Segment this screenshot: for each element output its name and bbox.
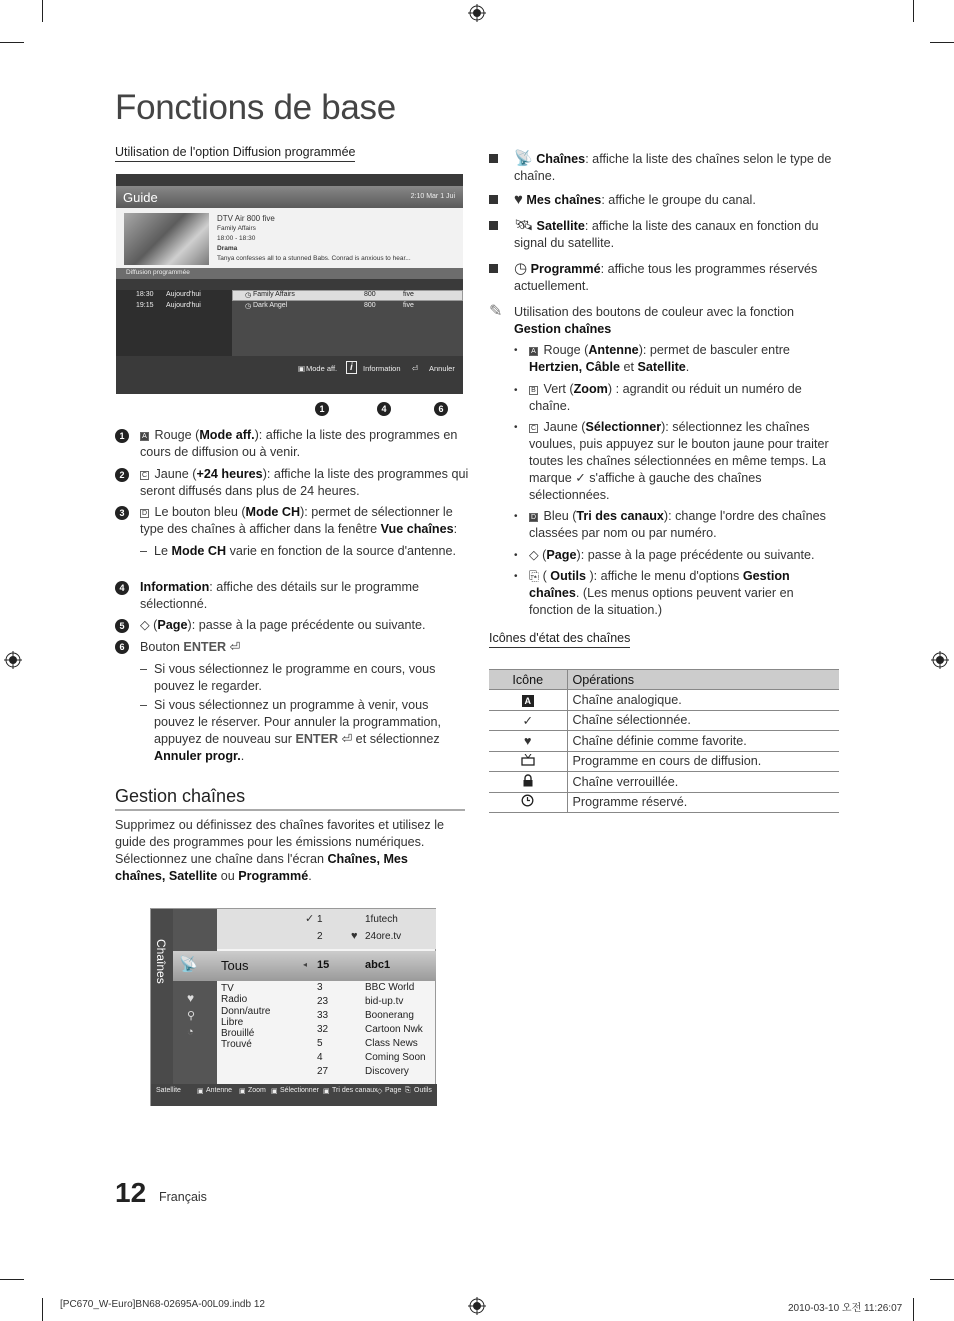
footer-file: [PC670_W-Euro]BN68-02695A-00L09.indb 12 bbox=[60, 1299, 265, 1310]
enter-icon: ⏎ bbox=[338, 732, 353, 746]
col-header-op: Opérations bbox=[567, 670, 839, 690]
section-subheading: Icônes d'état des chaînes bbox=[489, 631, 630, 648]
guide-info-line: Family Affairs bbox=[217, 225, 256, 232]
lock-icon bbox=[522, 774, 534, 787]
enter-icon: ⏎ bbox=[226, 640, 241, 654]
registration-mark-icon bbox=[468, 4, 486, 22]
callout-number: 6 bbox=[434, 402, 448, 416]
row-channel: 800 bbox=[364, 291, 376, 298]
guide-rows bbox=[116, 290, 463, 356]
check-icon: ✓ bbox=[575, 471, 586, 485]
crop-mark bbox=[0, 42, 24, 43]
bullet-red: A Rouge (Antenne): permet de basculer entre Hertzien, Câble et Satellite. bbox=[529, 343, 790, 374]
section-subheading: Utilisation de l'option Diffusion programmée bbox=[115, 145, 355, 162]
footer-zoom[interactable]: Zoom bbox=[248, 1087, 266, 1094]
red-a-icon: ▣ bbox=[197, 1088, 204, 1095]
bullet-tools: ⎘ ( Outils ): affiche le menu d'options Gestion chaînes. (Les menus options peuvent varier en fonction de la situation.) bbox=[529, 569, 794, 617]
sub-note: – Si vous sélectionnez le programme en cours, vous pouvez le regarder. bbox=[140, 662, 436, 693]
footer-tools[interactable]: Outils bbox=[414, 1087, 432, 1094]
item-chaines: 📡 Chaînes: affiche la liste des chaînes selon le type de chaîne. bbox=[514, 150, 832, 183]
blue-d-icon: ▣ bbox=[323, 1088, 330, 1095]
yellow-button-icon: C bbox=[141, 472, 148, 479]
yellow-c-icon: ▣ bbox=[271, 1088, 278, 1095]
guide-row-empty bbox=[116, 345, 463, 356]
satellite-icon: 🛰 bbox=[514, 217, 534, 234]
crop-mark bbox=[930, 1279, 954, 1280]
channels-icon: 📡 bbox=[179, 956, 198, 973]
bullet-green: B Vert (Zoom) : agrandit ou réduit un numéro de chaîne. bbox=[529, 382, 802, 413]
guide-footer-cancel[interactable]: Annuler bbox=[429, 364, 455, 373]
item-red-mode: A Rouge (Mode aff.): affiche la liste des programmes en cours de diffusion ou à venir. bbox=[140, 428, 458, 459]
guide-row-empty bbox=[116, 334, 463, 345]
callout-number: 4 bbox=[377, 402, 391, 416]
row-program: Family Affairs bbox=[253, 291, 295, 298]
category-list[interactable]: TV Radio Donn/autre Libre Brouillé Trouvé bbox=[221, 983, 271, 1051]
clock-icon: ◔ bbox=[187, 1026, 194, 1038]
sidebar-title: Chaînes bbox=[154, 939, 168, 984]
heart-icon: ♥ bbox=[187, 991, 195, 1005]
bullet-dot: • bbox=[514, 511, 518, 522]
check-icon: ✓ bbox=[522, 713, 534, 728]
bullet-dot: • bbox=[514, 345, 518, 356]
registration-mark-icon bbox=[4, 651, 22, 669]
item-mes-chaines: ♥ Mes chaînes: affiche le groupe du canal. bbox=[514, 191, 756, 208]
guide-section-label: Diffusion programmée bbox=[116, 268, 463, 279]
item-enter: Bouton ENTER ⏎ bbox=[140, 640, 241, 654]
arrow-left-icon: ◂ bbox=[303, 960, 308, 969]
page-arrows-icon: ◇ bbox=[377, 1088, 383, 1095]
table-row bbox=[489, 690, 839, 711]
footer-select[interactable]: Sélectionner bbox=[280, 1087, 319, 1094]
channel-number: 2 bbox=[317, 931, 323, 942]
blue-d-icon: D bbox=[530, 514, 537, 521]
item-number: 5 bbox=[115, 619, 129, 633]
row-time: 19:15 bbox=[136, 302, 154, 309]
table-cell: Chaîne analogique. bbox=[567, 690, 839, 711]
page-title: Fonctions de base bbox=[115, 88, 396, 127]
bullet-yellow: C Jaune (Sélectionner): sélectionnez les chaînes voulues, puis appuyez sur le bouton jaune pour traiter toutes les chaînes sélectionnées en même temps. La marque ✓ s'affiche à gauche des chaînes sélectionnées. bbox=[529, 420, 829, 502]
guide-row-empty bbox=[116, 323, 463, 334]
heart-icon: ♥ bbox=[524, 733, 532, 748]
item-number: 1 bbox=[115, 429, 129, 443]
footer-sort[interactable]: Tri des canaux bbox=[332, 1087, 378, 1094]
guide-footer-mode[interactable]: Mode aff. bbox=[306, 364, 338, 373]
footer-satellite[interactable]: Satellite bbox=[156, 1087, 181, 1094]
footer-date: 2010-03-10 오전 11:26:07 bbox=[788, 1303, 903, 1314]
note-color-buttons: Utilisation des boutons de couleur avec la fonction Gestion chaînes bbox=[514, 305, 795, 336]
page-arrows-icon: ◇ bbox=[140, 618, 150, 632]
table-row bbox=[489, 772, 839, 793]
tools-icon: ⎘ bbox=[405, 1087, 411, 1094]
channel-list-screen bbox=[150, 908, 436, 1106]
channel-sidebar bbox=[151, 909, 173, 1084]
green-b-icon: B bbox=[529, 386, 538, 395]
guide-header bbox=[116, 186, 463, 208]
clock-icon: ◷ bbox=[245, 292, 252, 299]
note-pencil-icon: ✎ bbox=[489, 303, 503, 320]
heart-icon: ♥ bbox=[351, 930, 358, 942]
table-row bbox=[489, 710, 839, 731]
crop-mark bbox=[42, 1298, 43, 1321]
clock-icon: ◷ bbox=[514, 260, 528, 277]
page-language: Français bbox=[159, 1190, 207, 1204]
bullet-dot: • bbox=[514, 550, 518, 561]
table-cell: Programme réservé. bbox=[567, 792, 839, 813]
clock-icon bbox=[521, 794, 534, 807]
bullet-square-icon bbox=[489, 221, 498, 230]
guide-info-line: DTV Air 800 five bbox=[217, 214, 275, 223]
item-number: 6 bbox=[115, 640, 129, 654]
analog-a-icon: A bbox=[522, 695, 534, 707]
channel-icon-column bbox=[173, 909, 217, 1084]
guide-info-panel bbox=[116, 208, 463, 268]
enter-icon: ⏎ bbox=[412, 364, 419, 373]
selected-category: Tous bbox=[221, 958, 249, 973]
item-satellite: 🛰 Satellite: affiche la liste des canaux en fonction du signal du satellite. bbox=[514, 217, 819, 250]
channel-number: 1 bbox=[317, 914, 323, 925]
footer-antenne[interactable]: Antenne bbox=[206, 1087, 233, 1094]
bullet-dot: • bbox=[514, 385, 518, 396]
red-a-icon: A bbox=[529, 347, 538, 356]
channel-footer bbox=[151, 1084, 437, 1106]
guide-info-line: Drama bbox=[217, 245, 238, 252]
table-cell: Chaîne verrouillée. bbox=[567, 772, 839, 793]
channel-name: 24ore.tv bbox=[365, 931, 402, 942]
row-program: Dark Angel bbox=[253, 302, 288, 309]
sub-note: – Le Mode CH varie en fonction de la source d'antenne. bbox=[140, 544, 457, 558]
tools-icon: ⎘ bbox=[529, 569, 540, 583]
registration-mark-icon bbox=[931, 651, 949, 669]
red-a-icon: ▣ bbox=[298, 364, 306, 373]
sub-note: – Si vous sélectionnez un programme à venir, vous pouvez le réserver. Pour annuler la programmation, appuyez de nouveau sur ENTER ⏎ et sélectionnez Annuler progr.. bbox=[140, 698, 442, 763]
row-channel: 800 bbox=[364, 302, 376, 309]
guide-screen bbox=[116, 174, 463, 394]
selected-channel-band[interactable] bbox=[173, 951, 436, 981]
table-row bbox=[489, 731, 839, 752]
number-list: 3 23 33 32 5 4 27 bbox=[317, 982, 329, 1077]
crop-mark bbox=[930, 42, 954, 43]
table-row bbox=[489, 792, 839, 813]
bullet-square-icon bbox=[489, 154, 498, 163]
tv-icon bbox=[521, 754, 535, 766]
red-button-icon: A bbox=[140, 432, 149, 441]
guide-info-line: 18:00 - 18:30 bbox=[217, 235, 256, 242]
crop-mark bbox=[913, 0, 914, 22]
guide-datetime: 2:10 Mar 1 Jui bbox=[410, 193, 455, 200]
blue-button-icon: D bbox=[141, 510, 148, 517]
channel-name: 1futech bbox=[365, 914, 398, 925]
item-page: ◇ (Page): passe à la page précédente ou suivante. bbox=[140, 618, 426, 632]
footer-page[interactable]: Page bbox=[385, 1087, 402, 1094]
bullet-dot: • bbox=[514, 422, 518, 433]
callout-number: 1 bbox=[315, 402, 329, 416]
guide-row-empty bbox=[116, 312, 463, 323]
page-arrows-icon: ◇ bbox=[529, 548, 539, 562]
row-day: Aujourd'hui bbox=[166, 302, 201, 309]
name-list[interactable]: BBC World bid-up.tv Boonerang Cartoon Nwk Class News Coming Soon Discovery bbox=[365, 982, 426, 1077]
satellite-icon: ⚲ bbox=[187, 1010, 196, 1022]
selected-number: 15 bbox=[317, 959, 330, 971]
clock-icon: ◷ bbox=[245, 303, 252, 310]
table-cell: Programme en cours de diffusion. bbox=[567, 751, 839, 772]
row-time: 18:30 bbox=[136, 291, 154, 298]
bullet-square-icon bbox=[489, 195, 498, 204]
item-blue-mode-ch: D Le bouton bleu (Mode CH): permet de sélectionner le type des chaînes à afficher dans la fenêtre Vue chaînes: bbox=[140, 505, 458, 536]
green-b-icon: ▣ bbox=[239, 1088, 246, 1095]
guide-title: Guide bbox=[123, 190, 158, 205]
guide-row[interactable] bbox=[116, 290, 463, 301]
guide-info-line: Tanya confesses all to a stunned Babs. Conrad is anxious to hear... bbox=[217, 255, 411, 262]
bullet-page: ◇ (Page): passe à la page précédente ou suivante. bbox=[529, 548, 815, 562]
col-header-icon: Icône bbox=[489, 670, 567, 690]
row-channel-name: five bbox=[403, 291, 414, 298]
heart-icon: ♥ bbox=[514, 191, 523, 208]
item-number: 4 bbox=[115, 581, 129, 595]
info-icon: i bbox=[346, 361, 357, 374]
channel-top-area bbox=[217, 909, 436, 949]
table-header bbox=[489, 670, 839, 690]
bullet-dot: • bbox=[514, 571, 518, 582]
yellow-c-icon: C bbox=[530, 425, 537, 432]
section-heading: Gestion chaînes bbox=[115, 786, 465, 811]
status-icons-table bbox=[489, 669, 839, 813]
crop-mark bbox=[0, 1279, 24, 1280]
row-day: Aujourd'hui bbox=[166, 291, 201, 298]
bullet-blue: D Bleu (Tri des canaux): change l'ordre des chaînes classées par nom ou par numéro. bbox=[529, 509, 826, 540]
table-row bbox=[489, 751, 839, 772]
program-thumbnail bbox=[124, 213, 209, 265]
table-cell: Chaîne sélectionnée. bbox=[567, 710, 839, 731]
row-channel-name: five bbox=[403, 302, 414, 309]
item-information: Information: affiche des détails sur le programme sélectionné. bbox=[140, 580, 420, 611]
guide-row[interactable] bbox=[116, 301, 463, 312]
item-number: 3 bbox=[115, 506, 129, 520]
guide-footer-info[interactable]: Information bbox=[363, 364, 401, 373]
item-programme: ◷ Programmé: affiche tous les programmes réservés actuellement. bbox=[514, 260, 818, 293]
crop-mark bbox=[42, 0, 43, 22]
selected-name: abc1 bbox=[365, 959, 391, 971]
channels-icon: 📡 bbox=[514, 150, 533, 167]
item-yellow-24h: C Jaune (+24 heures): affiche la liste des programmes qui seront diffusés dans plus de 24 heures. bbox=[140, 467, 469, 498]
intro-paragraph: Supprimez ou définissez des chaînes favorites et utilisez le guide des programmes pour les émissions numériques. Sélectionnez une chaîne dans l'écran Chaînes, Mes chaînes, Satellite ou Programmé. bbox=[115, 818, 445, 883]
page-number: 12 bbox=[115, 1177, 147, 1208]
crop-mark bbox=[913, 1298, 914, 1321]
registration-mark-icon bbox=[468, 1297, 486, 1315]
check-icon: ✓ bbox=[305, 913, 315, 925]
bullet-square-icon bbox=[489, 264, 498, 273]
item-number: 2 bbox=[115, 468, 129, 482]
table-cell: Chaîne définie comme favorite. bbox=[567, 731, 839, 752]
